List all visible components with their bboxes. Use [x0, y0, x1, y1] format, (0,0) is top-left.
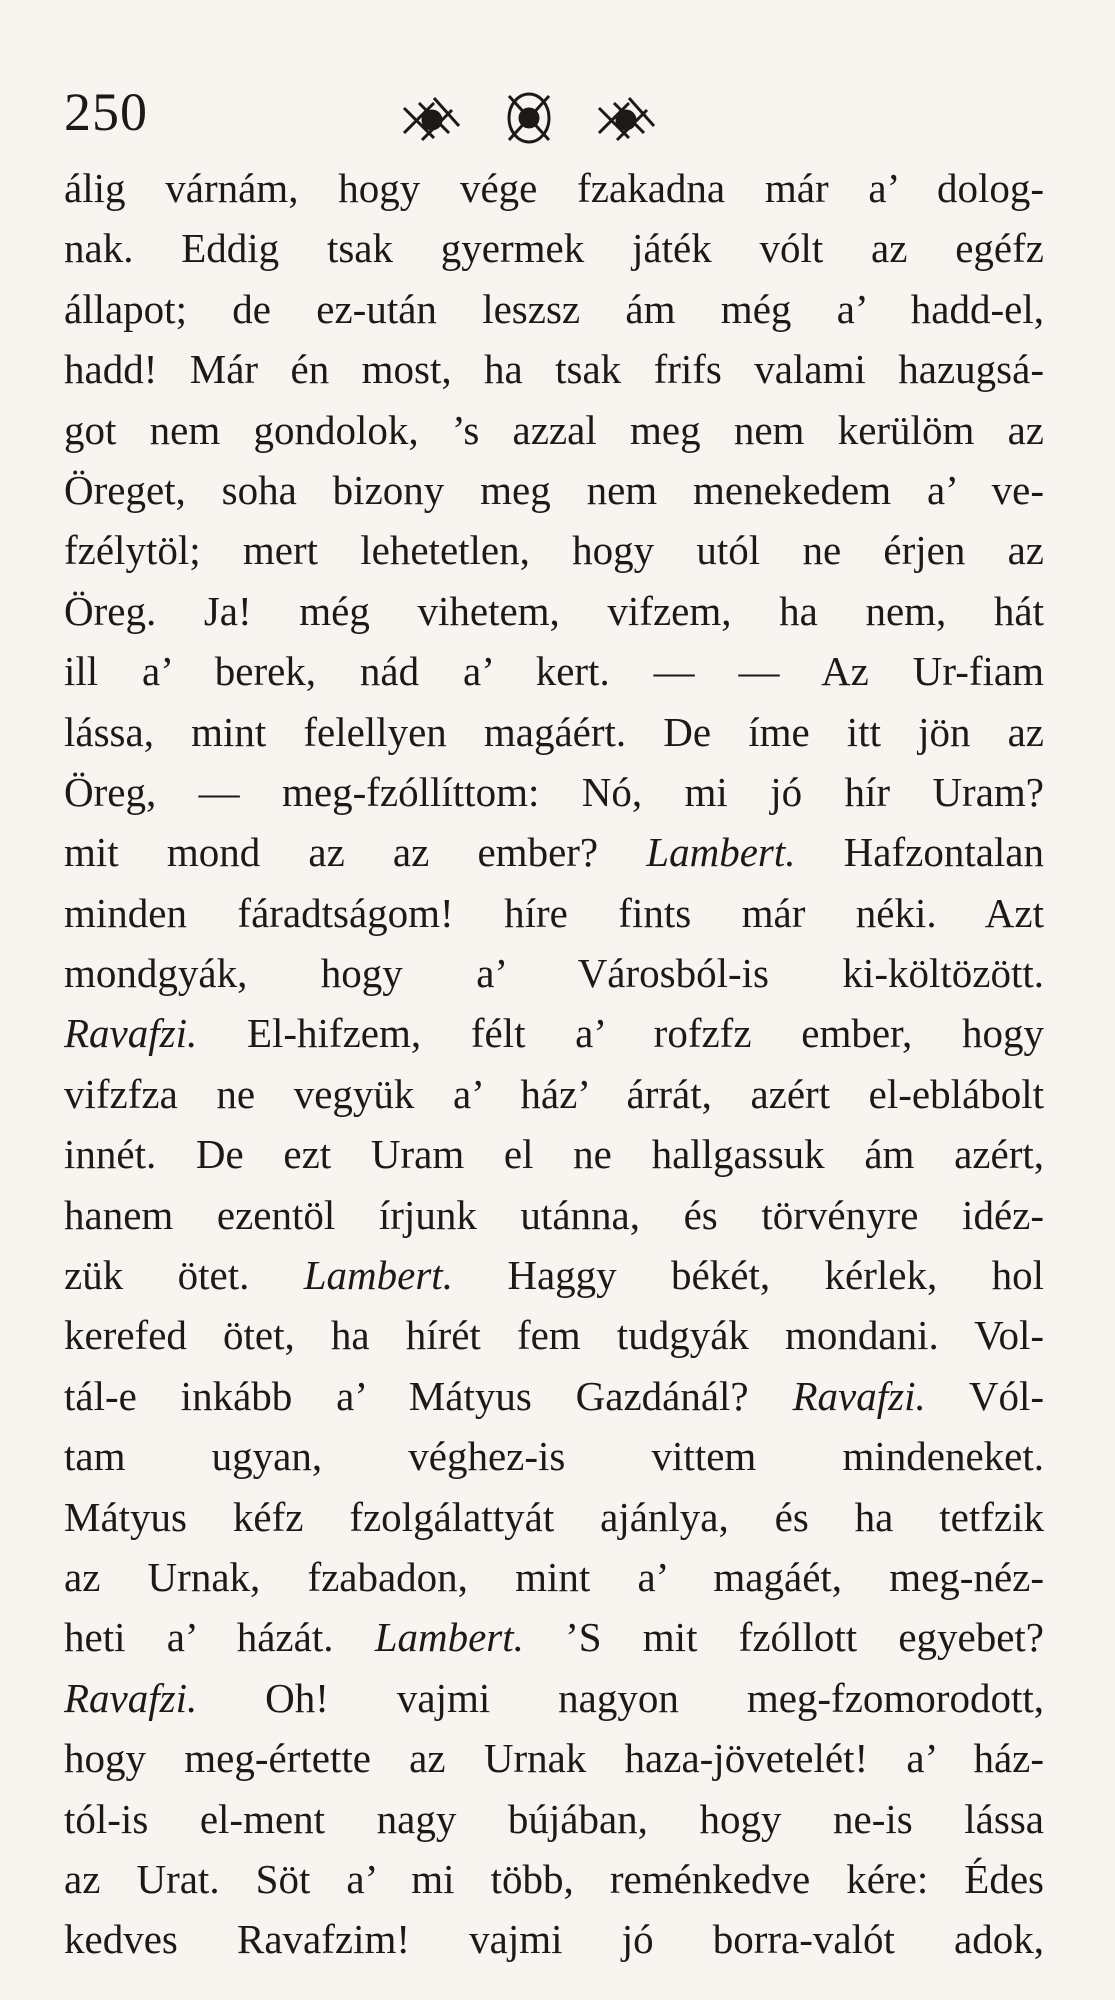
text-line: [64, 1607, 1044, 1667]
text-line: [64, 1124, 1044, 1184]
text-segment: az Urnak, fzabadon, mint a’ magáét, meg-néz-: [64, 1553, 1044, 1600]
text-line: [64, 279, 1044, 339]
text-line: [64, 1909, 1044, 1969]
text-line: [64, 1366, 1044, 1426]
text-line: [64, 1185, 1044, 1245]
text-line: [64, 1245, 1044, 1305]
text-segment: mit mond az az ember?: [64, 829, 647, 876]
text-segment: tam ugyan, véghez-is vittem mindeneket.: [64, 1433, 1044, 1480]
speaker-name: Lambert.: [374, 1614, 524, 1661]
text-segment: kerefed ötet, ha hírét fem tudgyák mondani. Vol-: [64, 1312, 1044, 1359]
text-segment: heti a’ házát.: [64, 1614, 375, 1661]
text-segment: hanem ezentöl írjunk utánna, és törvényre idéz-: [64, 1191, 1044, 1238]
text-segment: fzélytöl; mert lehetetlen, hogy utól ne érjen az: [64, 527, 1044, 574]
speaker-name: Lambert.: [303, 1252, 453, 1299]
text-segment: mondgyák, hogy a’ Városból-is ki-költözött.: [64, 950, 1044, 997]
text-line: [64, 218, 1044, 278]
text-line: [64, 339, 1044, 399]
text-line: [64, 1849, 1044, 1909]
text-line: [64, 1487, 1044, 1547]
text-segment: nak. Eddig tsak gyermek játék vólt az egéfz: [64, 225, 1044, 272]
text-segment: álig várnám, hogy vége fzakadna már a’ dolog-: [64, 165, 1044, 211]
body-text: [64, 158, 1044, 1970]
speaker-name: Ravafzi.: [792, 1372, 926, 1419]
text-segment: az Urat. Söt a’ mi több, reménkedve kére: Édes: [64, 1855, 1044, 1902]
text-line: [64, 702, 1044, 762]
text-segment: tól-is el-ment nagy bújában, hogy ne-is lássa: [64, 1795, 1044, 1842]
text-line: [64, 1003, 1044, 1063]
ornament-icon: [394, 88, 664, 148]
text-segment: Hafzontalan: [795, 829, 1044, 876]
text-segment: Oh! vajmi nagyon meg-fzomorodott,: [197, 1674, 1044, 1721]
page-number: 250: [64, 82, 148, 142]
text-line: [64, 1668, 1044, 1728]
text-line: [64, 762, 1044, 822]
text-segment: hadd! Már én most, ha tsak frifs valami hazugsá-: [64, 346, 1044, 393]
text-line: [64, 1789, 1044, 1849]
text-segment: Öreget, soha bizony meg nem menekedem a’ ve-: [64, 466, 1044, 513]
text-segment: Öreg, — meg-fzóllíttom: Nó, mi jó hír Uram?: [64, 768, 1044, 815]
text-line: [64, 460, 1044, 520]
text-segment: lássa, mint felellyen magáért. De íme itt jön az: [64, 708, 1044, 755]
text-line: [64, 943, 1044, 1003]
text-line: [64, 1426, 1044, 1486]
text-segment: got nem gondolok, ’s azzal meg nem kerülöm az: [64, 406, 1044, 453]
text-segment: ill a’ berek, nád a’ kert. — — Az Ur-fiam: [64, 648, 1044, 695]
text-line: [64, 641, 1044, 701]
text-line: [64, 1728, 1044, 1788]
text-segment: minden fáradtságom! híre fints már néki. Azt: [64, 889, 1044, 936]
text-line: [64, 1547, 1044, 1607]
text-segment: tál-e inkább a’ Mátyus Gazdánál?: [64, 1372, 793, 1419]
text-segment: innét. De ezt Uram el ne hallgassuk ám azért,: [64, 1131, 1044, 1178]
speaker-name: Ravafzi.: [64, 1010, 198, 1057]
text-line: [64, 822, 1044, 882]
text-line: [64, 1305, 1044, 1365]
text-line: [64, 581, 1044, 641]
text-segment: Vól-: [925, 1372, 1044, 1419]
speaker-name: Ravafzi.: [64, 1674, 198, 1721]
text-segment: Haggy békét, kérlek, hol: [452, 1252, 1044, 1299]
page-header: [64, 82, 1044, 162]
text-line: [64, 158, 1044, 218]
text-segment: Mátyus kéfz fzolgálattyát ajánlya, és ha tetfzik: [64, 1493, 1044, 1540]
text-segment: El-hifzem, félt a’ rofzfz ember, hogy: [197, 1010, 1044, 1057]
text-segment: ’S mit fzóllott egyebet?: [523, 1614, 1044, 1661]
text-segment: Öreg. Ja! még vihetem, vifzem, ha nem, hát: [64, 587, 1044, 634]
text-segment: zük ötet.: [64, 1252, 304, 1299]
text-line: [64, 520, 1044, 580]
text-line: [64, 400, 1044, 460]
text-line: [64, 883, 1044, 943]
text-segment: vifzfza ne vegyük a’ ház’ árrát, azért el-eblábolt: [64, 1070, 1044, 1117]
text-line: [64, 1064, 1044, 1124]
text-segment: kedves Ravafzim! vajmi jó borra-valót adok,: [64, 1916, 1044, 1963]
text-segment: állapot; de ez-után leszsz ám még a’ hadd-el,: [64, 285, 1044, 332]
text-segment: hogy meg-értette az Urnak haza-jövetelét! a’ ház-: [64, 1735, 1044, 1782]
speaker-name: Lambert.: [646, 829, 796, 876]
